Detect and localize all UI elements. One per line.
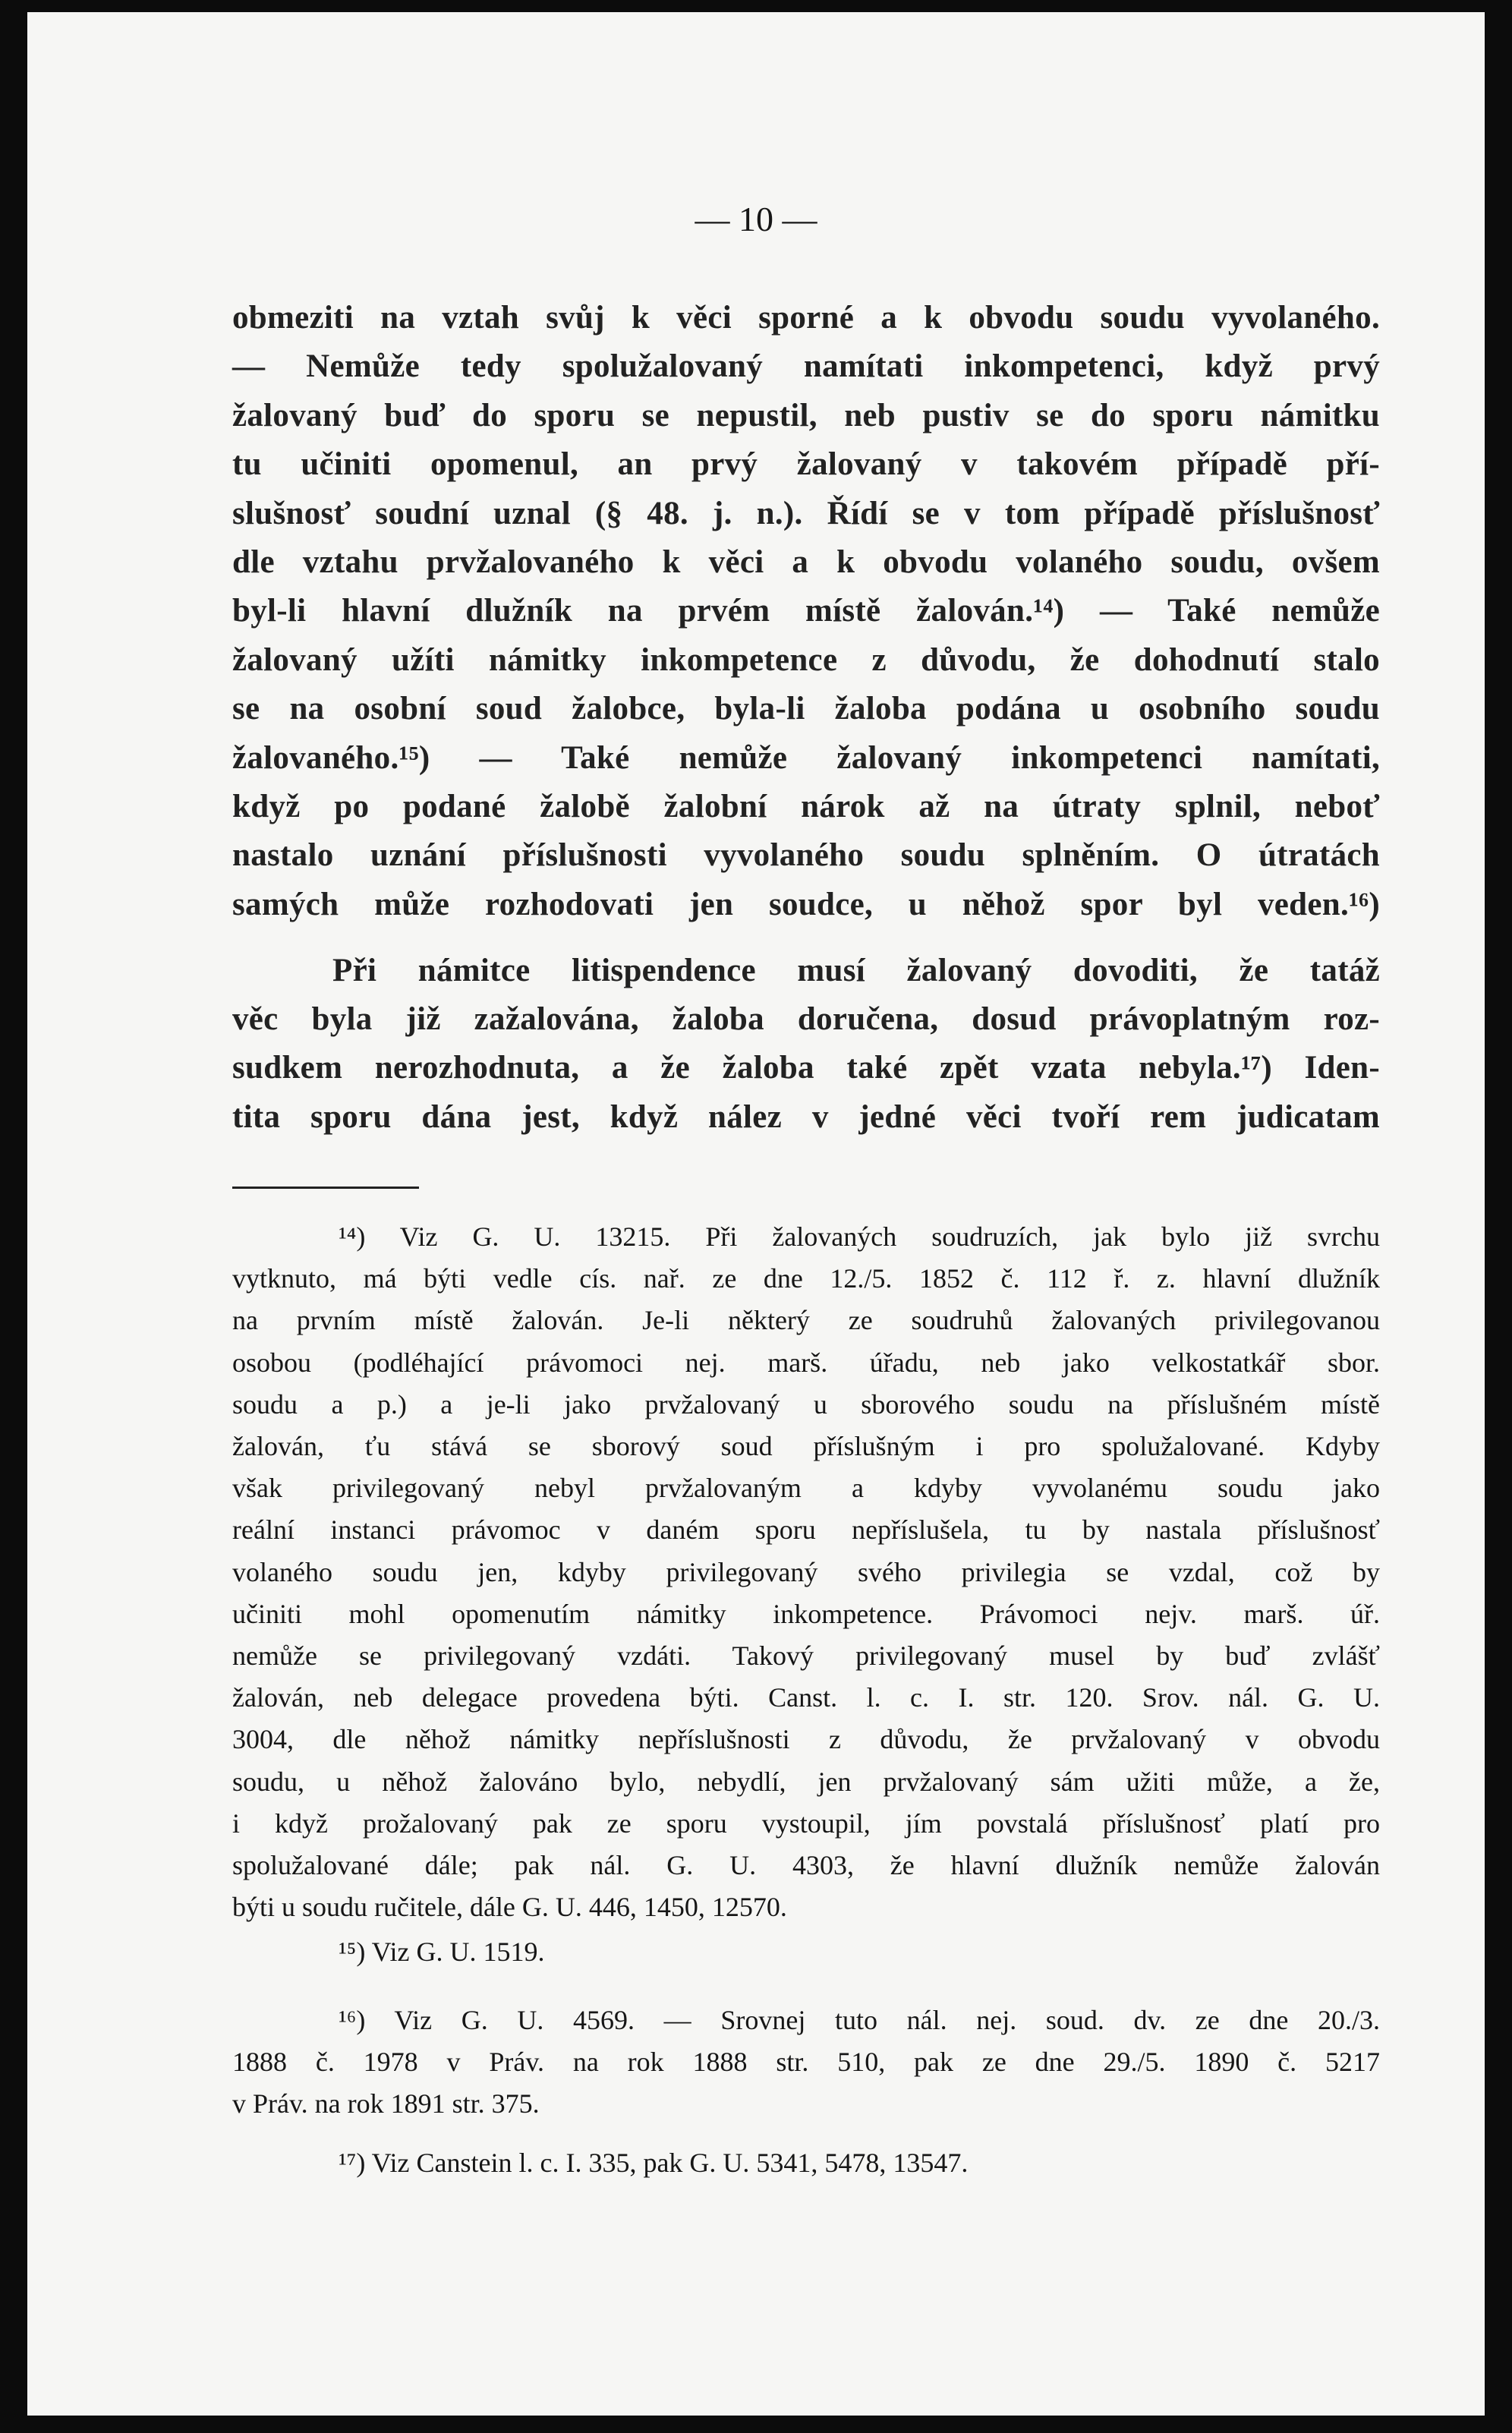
footnote-line: reální instanci právomoc v daném sporu nepříslušela, tu by nastala příslušnosť [232, 1514, 1380, 1546]
body-line: — Nemůže tedy spolužalovaný namítati inkompetenci, když prvý [232, 348, 1380, 385]
body-line: dle vztahu prvžalovaného k věci a k obvodu volaného soudu, ovšem [232, 544, 1380, 580]
body-line: Při námitce litispendence musí žalovaný dovoditi, že tatáž [332, 953, 1380, 988]
footnote-line: osobou (podléhající právomoci nej. marš. úřadu, neb jako velkostatkář sbor. [232, 1347, 1380, 1378]
footnote-line: ¹⁷) Viz Canstein l. c. I. 335, pak G. U. 5341, 5478, 13547. [339, 2148, 969, 2178]
footnote-line: nemůže se privilegovaný vzdáti. Takový privilegovaný musel by buď zvlášť [232, 1640, 1380, 1671]
footnote-line: i když prožalovaný pak ze sporu vystoupil, jím povstalá příslušnosť platí pro [232, 1807, 1380, 1839]
page-number: — 10 — [695, 200, 817, 238]
footnote-line: v Práv. na rok 1891 str. 375. [232, 2088, 540, 2119]
body-line: nastalo uznání příslušnosti vyvolaného soudu splněním. O útratách [232, 837, 1380, 874]
footnote-line: žalován, neb delegace provedena býti. Canst. l. c. I. str. 120. Srov. nál. G. U. [232, 1682, 1380, 1713]
footnote-separator [232, 1187, 419, 1189]
footnote-line: býti u soudu ručitele, dále G. U. 446, 1450, 12570. [232, 1892, 787, 1923]
footnote-line: volaného soudu jen, kdyby privilegovaný svého privilegia se vzdal, což by [232, 1556, 1380, 1587]
footnote-line: soudu a p.) a je-li jako prvžalovaný u sborového soudu na příslušném místě [232, 1388, 1380, 1420]
body-line: tita sporu dána jest, když nález v jedné věci tvoří rem judicatam [232, 1098, 1380, 1135]
body-line: se na osobní soud žalobce, byla-li žaloba podána u osobního soudu [232, 691, 1380, 727]
body-line: byl-li hlavní dlužník na prvém místě žalován.¹⁴) — Také nemůže [232, 593, 1380, 629]
footnote-line: 1888 č. 1978 v Práv. na rok 1888 str. 510, pak ze dne 29./5. 1890 č. 5217 [232, 2047, 1380, 2077]
footnote-line: ¹⁶) Viz G. U. 4569. — Srovnej tuto nál. nej. soud. dv. ze dne 20./3. [339, 2005, 1380, 2035]
body-line: žalovaný užíti námitky inkompetence z důvodu, že dohodnutí stalo [232, 641, 1380, 678]
footnote-line: učiniti mohl opomenutím námitky inkompetence. Právomoci nejv. marš. úř. [232, 1598, 1380, 1629]
body-line: když po podané žalobě žalobní nárok až na útraty splnil, neboť [232, 789, 1380, 824]
footnote-line: na prvním místě žalován. Je-li některý ze soudruhů žalovaných privilegovanou [232, 1305, 1380, 1336]
body-line: žalovaného.¹⁵) — Také nemůže žalovaný inkompetenci namítati, [232, 739, 1380, 776]
footnote-line: vytknuto, má býti vedle cís. nař. ze dne 12./5. 1852 č. 112 ř. z. hlavní dlužník [232, 1263, 1380, 1294]
footnote-line: ¹⁵) Viz G. U. 1519. [339, 1937, 545, 1967]
body-line: samých může rozhodovati jen soudce, u něhož spor byl veden.¹⁶) [232, 886, 1380, 922]
footnote-line: spolužalované dále; pak nál. G. U. 4303, že hlavní dlužník nemůže žalován [232, 1850, 1380, 1880]
footnote-line: 3004, dle něhož námitky nepříslušnosti z důvodu, že prvžalovaný v obvodu [232, 1724, 1380, 1755]
body-line: slušnosť soudní uznal (§ 48. j. n.). Řídí se v tom případě příslušnosť [232, 495, 1380, 531]
footnote-line: však privilegovaný nebyl prvžalovaným a kdyby vyvolanému soudu jako [232, 1473, 1380, 1504]
body-line: obmeziti na vztah svůj k věci sporné a k obvodu soudu vyvolaného. [232, 300, 1380, 336]
body-line: tu učiniti opomenul, an prvý žalovaný v takovém případě pří- [232, 446, 1380, 483]
body-line: sudkem nerozhodnuta, a že žaloba také zpět vzata nebyla.¹⁷) Iden- [232, 1050, 1380, 1086]
footnote-line: ¹⁴) Viz G. U. 13215. Při žalovaných soudruzích, jak bylo již svrchu [339, 1221, 1380, 1252]
footnote-line: soudu, u něhož žalováno bylo, nebydlí, jen prvžalovaný sám užiti může, a že, [232, 1766, 1380, 1797]
body-line: věc byla již zažalována, žaloba doručena, dosud právoplatným roz- [232, 1001, 1380, 1038]
footnote-line: žalován, ťu stává se sborový soud příslušným i pro spolužalované. Kdyby [232, 1431, 1380, 1461]
body-line: žalovaný buď do sporu se nepustil, neb pustiv se do sporu námitku [232, 397, 1380, 433]
